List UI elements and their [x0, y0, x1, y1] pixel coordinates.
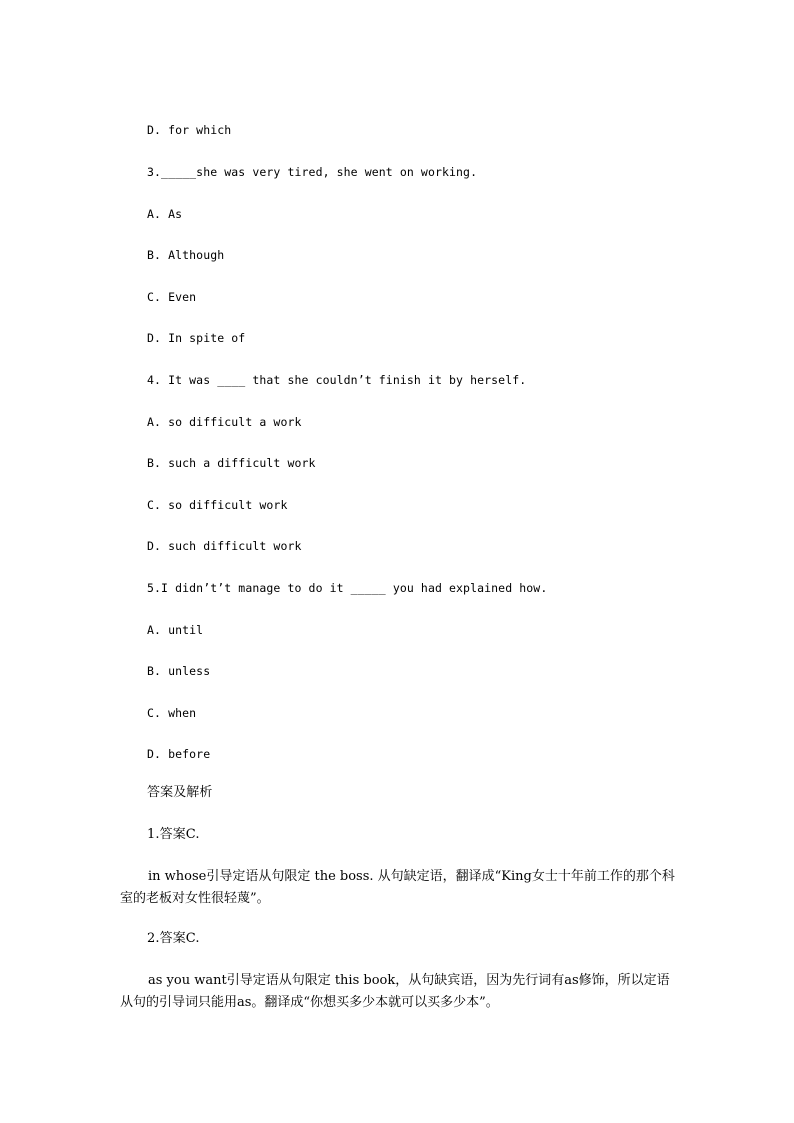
q5-stem: 5.I didn’t’t manage to do it _____ you had explained how. [147, 581, 548, 595]
q4-option-b: B. such a difficult work [147, 456, 316, 470]
answer-1-label: 1.答案C. [147, 827, 200, 842]
q4-option-a: A. so difficult a work [147, 415, 302, 429]
q3-option-a: A. As [147, 207, 183, 221]
q5-option-c: C. when [147, 706, 197, 720]
q3-option-b: B. Although [147, 248, 225, 262]
q3-stem: 3._____she was very tired, she went on working. [147, 165, 478, 179]
q4-stem: 4. It was ____ that she couldn’t finish it by herself. [147, 373, 527, 387]
answer-2-label: 2.答案C. [147, 931, 200, 946]
q4-option-c: C. so difficult work [147, 498, 288, 512]
q3-option-d: D. In spite of [147, 331, 246, 345]
q5-option-d: D. before [147, 747, 211, 761]
q4-option-d: D. such difficult work [147, 539, 302, 553]
q3-option-c: C. Even [147, 290, 197, 304]
q5-option-a: A. until [147, 623, 204, 637]
answers-heading: 答案及解析 [147, 785, 213, 800]
answer-2-explanation: as you want引导定语从句限定 this book，从句缺宾语，因为先行词有as修饰，所以定语从句的引导词只能用as。翻译成“你想买多少本就可以买多少本”。 [120, 973, 670, 1010]
answer-1-explanation: in whose引导定语从句限定 the boss. 从句缺定语，翻译成“King女士十年前工作的那个科室的老板对女性很轻蔑”。 [120, 869, 675, 906]
q2-option-d: D. for which [147, 123, 232, 137]
q5-option-b: B. unless [147, 664, 211, 678]
